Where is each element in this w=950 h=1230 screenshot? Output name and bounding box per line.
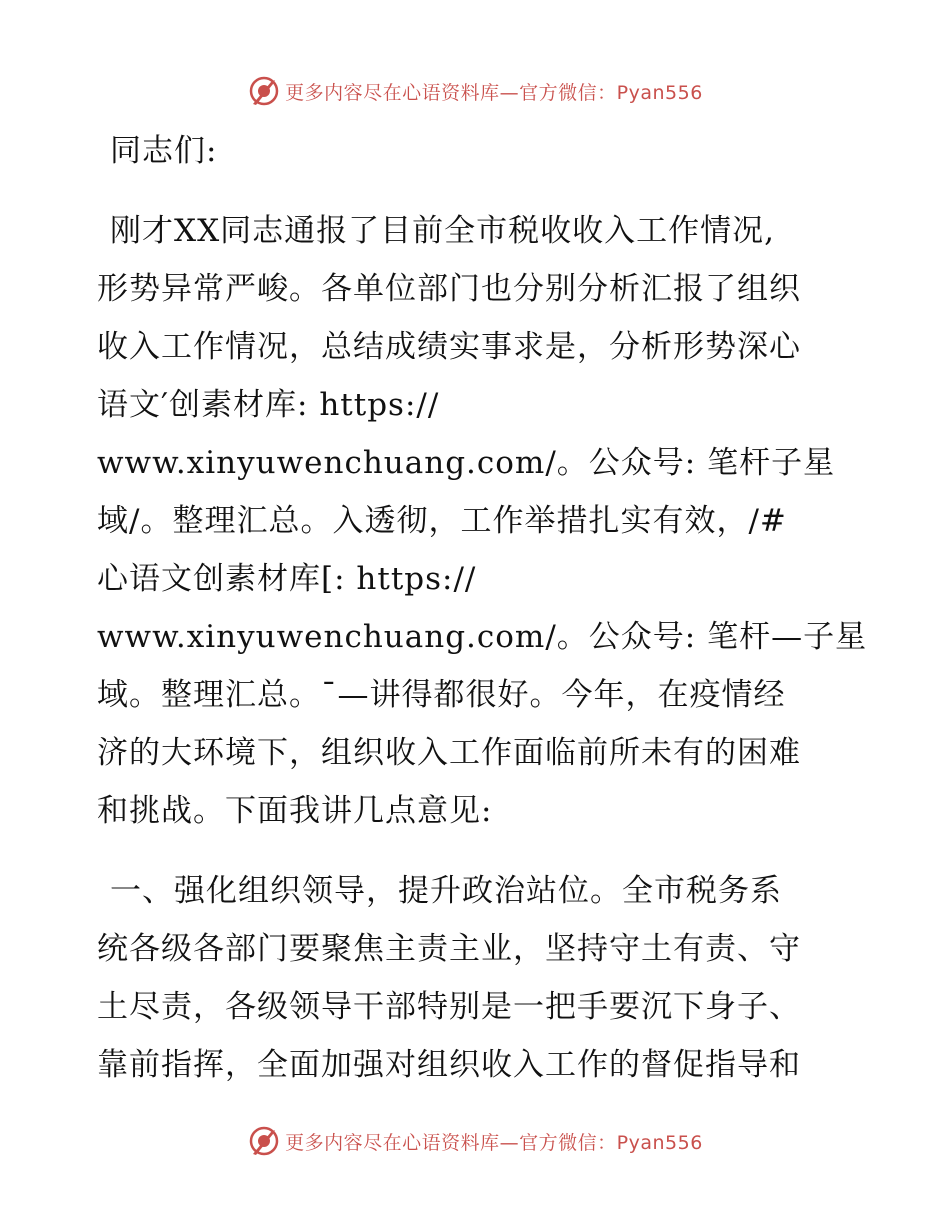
- banner-text: 更多内容尽在心语资料库—官方微信：Pyan556: [285, 81, 703, 104]
- text-line: 域。整理汇总。¯—讲得都很好。今年，在疫情经: [97, 677, 786, 713]
- text-line: 收入工作情况，总结成绩实事求是，分析形势深心: [97, 329, 801, 365]
- quill-pen-logo-icon: [247, 1124, 281, 1158]
- text-line: 心语文创素材库[: https://: [97, 561, 477, 597]
- document-body: [97, 122, 868, 1094]
- text-line: 济的大环境下，组织收入工作面临前所未有的困难: [97, 735, 801, 771]
- footer-banner: [0, 1121, 950, 1161]
- banner-text: 更多内容尽在心语资料库—官方微信：Pyan556: [285, 1131, 703, 1154]
- text-line: www.xinyuwenchuang.com/。公众号: 笔杆—子星: [97, 619, 868, 655]
- text-line: 土尽责，各级领导干部特别是一把手要沉下身子、: [97, 989, 801, 1025]
- text-line: 统各级各部门要聚焦主责主业，坚持守土有责、守: [97, 931, 801, 967]
- text-line: 语文′创素材库: https://: [97, 387, 440, 423]
- text-line: 形势异常严峻。各单位部门也分别分析汇报了组织: [97, 271, 801, 307]
- text-line: 一、强化组织领导，提升政治站位。全市税务系: [110, 873, 782, 909]
- text-line: 域/。整理汇总。入透彻，工作举措扎实有效，/#: [97, 503, 787, 539]
- paragraph-1: [97, 202, 868, 840]
- quill-pen-logo-icon: [247, 74, 281, 108]
- salutation: 同志们:: [110, 133, 218, 169]
- text-line: 刚才XX同志通报了目前全市税收收入工作情况,: [110, 213, 775, 249]
- text-line: 和挑战。下面我讲几点意见:: [97, 793, 493, 829]
- text-line: 靠前指挥，全面加强对组织收入工作的督促指导和: [97, 1047, 801, 1083]
- text-line: www.xinyuwenchuang.com/。公众号: 笔杆子星: [97, 445, 836, 481]
- paragraph-2: [97, 862, 857, 1094]
- header-banner: [0, 71, 950, 111]
